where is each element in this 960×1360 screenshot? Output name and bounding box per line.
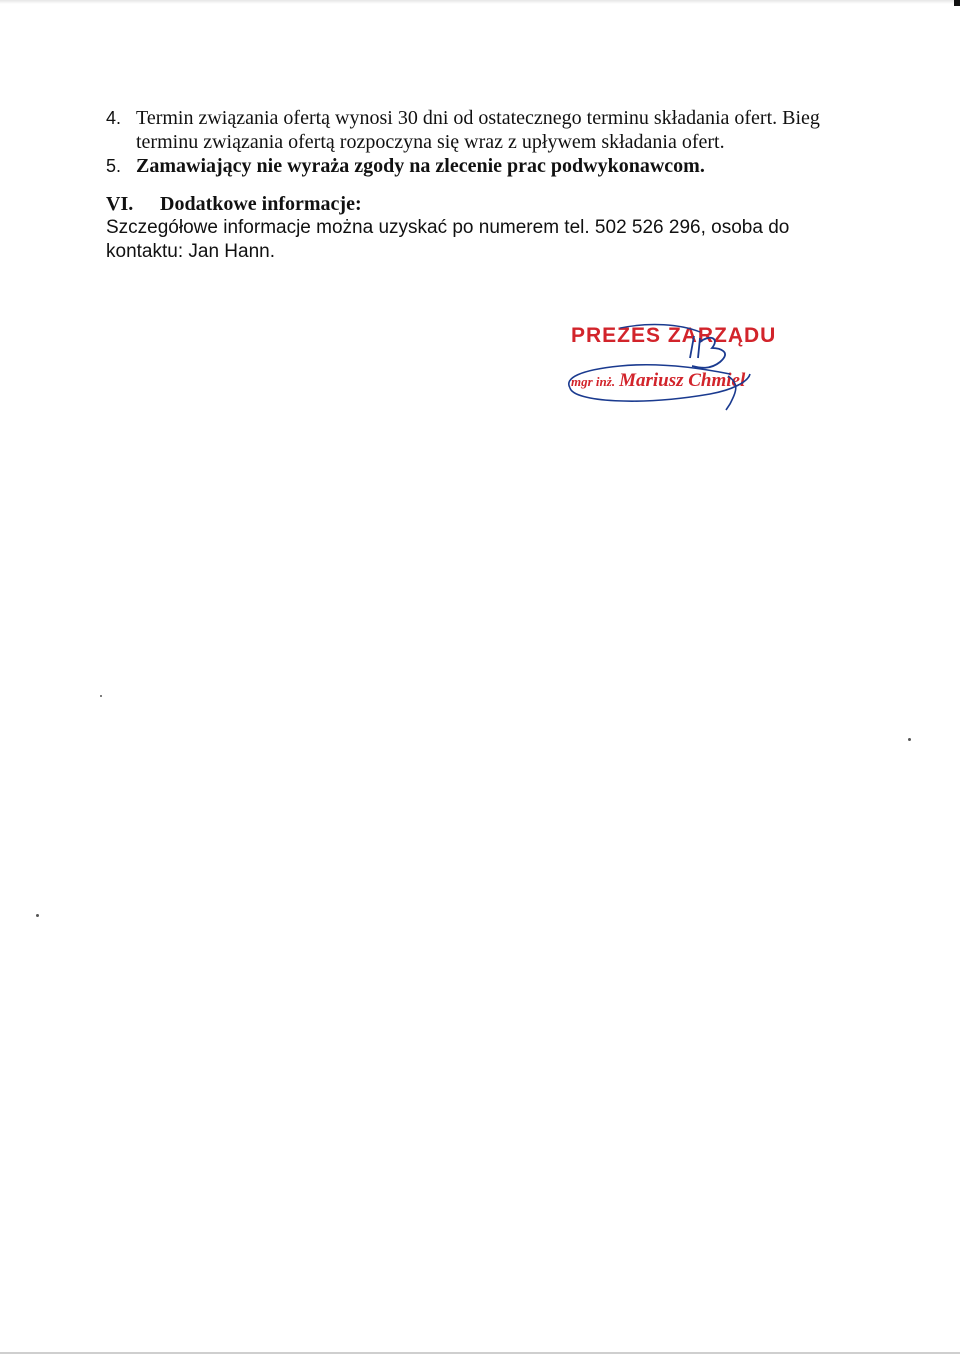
list-item-5 — [106, 154, 846, 178]
section-paragraph: Szczegółowe informacje można uzyskać po numerem tel. 502 526 296, osoba do kontaktu: Jan Hann. — [106, 217, 790, 262]
section-heading — [106, 192, 846, 216]
item-number: 4. — [106, 108, 122, 128]
item-number: 5. — [106, 156, 122, 176]
list-item-4 — [106, 106, 846, 154]
scan-speck — [36, 914, 39, 917]
stamp-prefix: mgr inż. — [571, 374, 616, 389]
scan-speck — [908, 738, 911, 741]
scan-edge-top — [0, 0, 960, 4]
item-text: Zamawiający nie wyraża zgody na zlecenie prac podwykonawcom. — [136, 155, 705, 177]
section-number: VI. — [106, 193, 134, 215]
scan-corner-mark — [954, 0, 960, 6]
stamp-title: PREZES ZARZĄDU — [571, 324, 777, 347]
handwritten-signature — [560, 318, 760, 413]
stamp-name: Mariusz Chmiel — [619, 370, 746, 391]
item-text: Termin związania ofertą wynosi 30 dni od ostatecznego terminu składania ofert. Bieg terminu związania ofertą rozpoczyna się wraz z upływem składania ofert. — [136, 107, 820, 153]
scan-edge-bottom — [0, 1352, 960, 1354]
scan-speck — [100, 695, 102, 697]
document-body — [106, 106, 846, 264]
section-title: Dodatkowe informacje: — [160, 193, 362, 215]
